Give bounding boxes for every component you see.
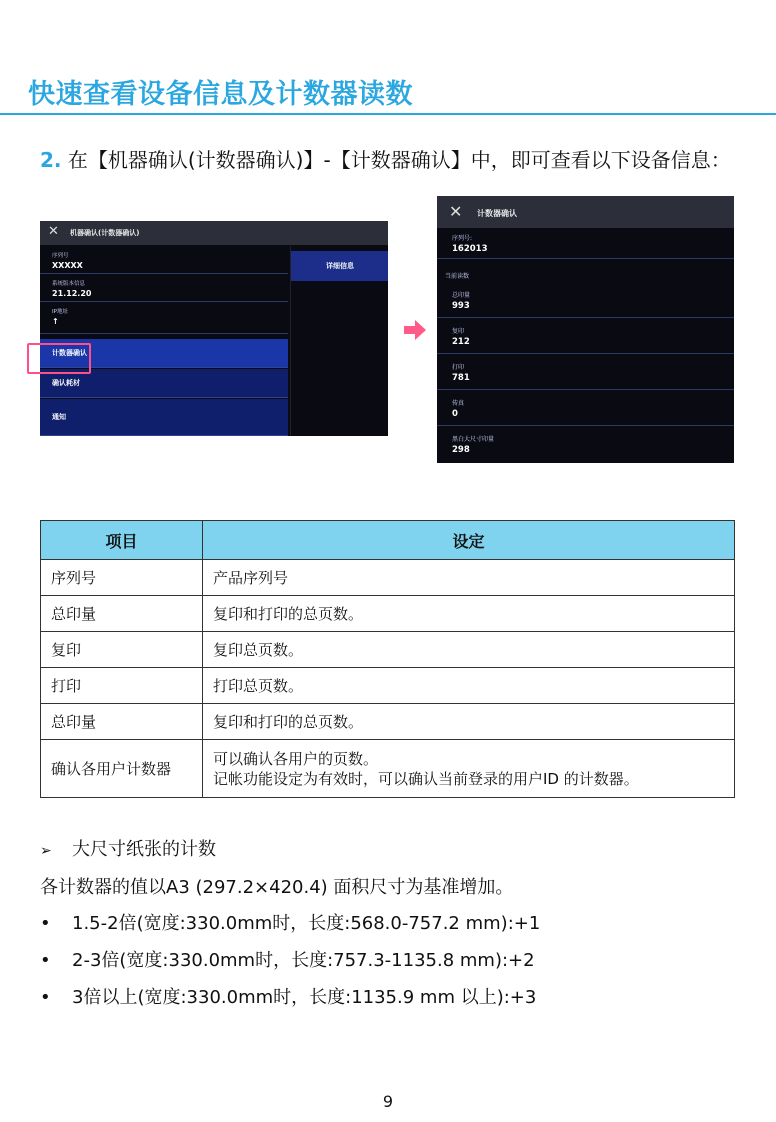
table-cell: 总印量 xyxy=(41,704,203,740)
list-item-text: 1.5-2倍(宽度:330.0mm时，长度:568.0-757.2 mm):+1 xyxy=(72,913,541,934)
screen2-title-bar xyxy=(437,196,734,228)
table-row xyxy=(41,668,735,704)
table-cell: 打印 xyxy=(41,668,203,704)
menu-counter-check[interactable]: 计数器确认 xyxy=(40,339,288,368)
counter-value: 0 xyxy=(452,409,458,419)
list-item xyxy=(40,909,540,935)
counter-check-screenshot xyxy=(437,196,734,463)
counter-label: 复印 xyxy=(452,328,465,335)
step-number: 2. xyxy=(40,148,62,172)
step-text: 在【机器确认(计数器确认)】-【计数器确认】中，即可查看以下设备信息： xyxy=(61,148,731,172)
ip-label: IP地址 xyxy=(52,309,68,315)
table-cell: 打印总页数。 xyxy=(203,668,735,704)
serial-label: 序列号: xyxy=(452,235,473,242)
counter-row xyxy=(437,322,734,354)
screen2-title: 计数器确认 xyxy=(477,209,517,218)
close-icon[interactable]: ✕ xyxy=(48,224,59,239)
page-title: 快速查看设备信息及计数器读数 xyxy=(28,79,413,110)
list-item-text: 3倍以上(宽度:330.0mm时，长度:1135.9 mm 以上):+3 xyxy=(72,987,537,1008)
counter-row xyxy=(437,394,734,426)
current-reading-label: 当前读数 xyxy=(445,273,470,280)
menu-consumables[interactable]: 确认耗材 xyxy=(40,369,288,398)
machine-check-screenshot xyxy=(40,221,388,436)
counter-label: 传真 xyxy=(452,400,465,407)
counter-row xyxy=(437,286,734,318)
counter-value: 212 xyxy=(452,337,470,347)
screen1-title: 机器确认(计数器确认) xyxy=(70,229,140,237)
serial-value: XXXXX xyxy=(52,261,83,270)
bullet-dot: • xyxy=(40,987,51,1008)
screen1-side-panel xyxy=(290,246,388,436)
notes-intro: 各计数器的值以A3 (297.2×420.4) 面积尺寸为基准增加。 xyxy=(40,877,514,898)
notes-heading xyxy=(40,835,216,861)
list-item-text: 2-3倍(宽度:330.0mm时，长度:757.3-1135.8 mm):+2 xyxy=(72,950,535,971)
counter-info-table xyxy=(40,520,735,798)
arrow-bullet-icon: ➢ xyxy=(40,843,52,859)
serial-info xyxy=(40,246,288,274)
counter-label: 打印 xyxy=(452,364,465,371)
table-row xyxy=(41,596,735,632)
list-item xyxy=(40,983,536,1009)
table-row xyxy=(41,560,735,596)
counter-label: 黑白大尺寸印量 xyxy=(452,436,495,443)
table-cell: 序列号 xyxy=(41,560,203,596)
counter-row xyxy=(437,358,734,390)
counter-label: 总印量 xyxy=(452,292,471,299)
table-cell: 产品序列号 xyxy=(203,560,735,596)
ip-info xyxy=(40,302,288,334)
serial-label: 序列号 xyxy=(52,253,69,259)
table-cell: 复印总页数。 xyxy=(203,632,735,668)
bullet-dot: • xyxy=(40,950,51,971)
counter-row xyxy=(437,430,734,462)
screen1-title-bar xyxy=(40,221,388,245)
table-cell: 确认各用户计数器 xyxy=(41,740,203,798)
counter-value: 993 xyxy=(452,301,470,311)
cell-line: 可以确认各用户的页数。 xyxy=(213,749,379,768)
table-cell: 总印量 xyxy=(41,596,203,632)
table-row xyxy=(41,740,735,798)
table-row xyxy=(41,632,735,668)
step-instruction xyxy=(40,147,750,174)
list-item xyxy=(40,946,535,972)
table-cell xyxy=(203,740,735,798)
table-cell: 复印和打印的总页数。 xyxy=(203,704,735,740)
version-info xyxy=(40,274,288,302)
screen1-info-panel xyxy=(40,246,288,436)
version-value: 21.12.20 xyxy=(52,289,92,298)
detail-button[interactable]: 详细信息 xyxy=(291,251,388,281)
screen2-serial xyxy=(437,229,734,259)
table-cell: 复印和打印的总页数。 xyxy=(203,596,735,632)
cell-line: 记帐功能设定为有效时，可以确认当前登录的用户ID 的计数器。 xyxy=(213,769,639,788)
highlight-box xyxy=(27,343,91,374)
counter-value: 298 xyxy=(452,445,470,455)
header-setting: 设定 xyxy=(203,521,735,560)
title-rule xyxy=(0,113,776,115)
notes-heading-text: 大尺寸纸张的计数 xyxy=(72,839,216,860)
version-label: 系统版本信息 xyxy=(52,281,86,287)
menu-notifications[interactable]: 通知 xyxy=(40,399,288,436)
table-header-row xyxy=(41,521,735,560)
table-row xyxy=(41,704,735,740)
ip-value: ↑ xyxy=(52,317,59,326)
table-cell: 复印 xyxy=(41,632,203,668)
close-icon[interactable]: ✕ xyxy=(449,202,463,221)
serial-value: 162013 xyxy=(452,244,488,254)
arrow-right-icon xyxy=(404,320,426,340)
page-number: 9 xyxy=(382,1092,394,1111)
bullet-dot: • xyxy=(40,913,51,934)
counter-value: 781 xyxy=(452,373,470,383)
header-item: 项目 xyxy=(41,521,203,560)
